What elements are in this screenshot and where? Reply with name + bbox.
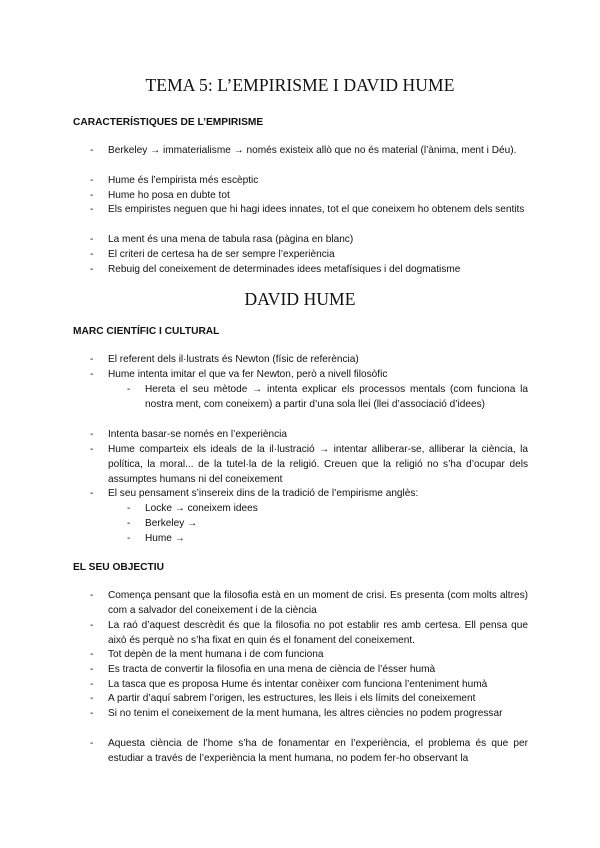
list-dash: - (127, 518, 131, 529)
list-item-text: Si no tenim el coneixement de la ment humana, les altres ciències no podem progressar (108, 708, 503, 719)
list-item (127, 383, 528, 413)
list-item (90, 648, 528, 663)
list-item-text: La raó d’aquest descrèdit és que la filosofia no pot establir res amb certesa. Ell pensa que això és perquè no s’ha fixat en quin és el fonament del coneixement. (108, 620, 528, 646)
list-item (90, 692, 528, 707)
section-heading-caracteristiques: CARACTERÍSTIQUES DE L’EMPIRISME (73, 117, 264, 128)
list-dash: - (90, 590, 94, 601)
list-dash: - (90, 664, 94, 675)
list-item-text: Hereta el seu mètode → intenta explicar els processos mentals (com funciona la nostra ment, com coneixem) a partir d’una sola llei (llei d’associació d’idees) (145, 384, 528, 410)
list-item-text: El referent dels il·lustrats és Newton (físic de referència) (108, 354, 359, 365)
list-item (90, 443, 528, 487)
section-title-david-hume: DAVID HUME (244, 289, 356, 309)
list-item (90, 707, 528, 722)
list-dash: - (90, 145, 94, 156)
list-item (90, 487, 528, 502)
list-item (90, 428, 528, 443)
list-item (127, 502, 528, 517)
list-item (90, 589, 528, 619)
list-dash: - (127, 384, 131, 395)
list-dash: - (90, 234, 94, 245)
list-item-text: Berkeley → immaterialisme → només existeix allò que no és material (l’ànima, ment i Déu). (108, 145, 517, 156)
list-item-text: Aquesta ciència de l’home s’ha de fonamentar en l’experiència, el problema és que per estudiar a través de l’experiència la ment humana, no podem fer-ho observant la (108, 738, 528, 764)
list-item-text: La ment és una mena de tabula rasa (pàgina en blanc) (108, 234, 354, 245)
list-item-text: Tot depèn de la ment humana i de com funciona (108, 649, 324, 660)
list-dash: - (90, 738, 94, 749)
list-item-text: Hume comparteix els ideals de la il·lustració → intentar alliberar-se, alliberar la ciència, la política, la moral... de la tutel·la de la religió. Creuen que la religió no s’ha d’ocupar dels assumptes humans ni del coneixement (108, 444, 528, 485)
list-item-text: A partir d’aquí sabrem l’origen, les estructures, les lleis i els límits del coneixement (108, 693, 476, 704)
list-item (90, 174, 528, 189)
list-dash: - (90, 354, 94, 365)
list-item (90, 203, 528, 218)
list-dash: - (90, 693, 94, 704)
list-dash: - (90, 190, 94, 201)
list-item-text: Intenta basar-se només en l’experiència (108, 429, 287, 440)
list-dash: - (90, 679, 94, 690)
list-item-text: Rebuig del coneixement de determinades idees metafísiques i del dogmatisme (108, 264, 461, 275)
list-item (90, 368, 528, 383)
list-item (90, 663, 528, 678)
list-dash: - (90, 620, 94, 631)
list-item (90, 353, 528, 368)
list-item-text: Berkeley → (145, 518, 198, 529)
list-item-text: Locke → coneixem idees (145, 503, 258, 514)
list-item-text: La tasca que es proposa Hume és intentar conèixer com funciona l’enteniment humà (108, 679, 488, 690)
list-item (90, 248, 528, 263)
list-item (90, 737, 528, 767)
list-item-text: Hume intenta imitar el que va fer Newton, però a nivell filosòfic (108, 369, 388, 380)
list-dash: - (90, 649, 94, 660)
list-item (127, 517, 528, 532)
page-title: TEMA 5: L’EMPIRISME I DAVID HUME (145, 75, 455, 95)
list-item (90, 263, 528, 278)
list-dash: - (90, 444, 94, 455)
list-item-text: El seu pensament s’insereix dins de la tradició de l’empirisme anglès: (108, 488, 419, 499)
list-item (90, 619, 528, 649)
list-dash: - (90, 369, 94, 380)
list-dash: - (127, 503, 131, 514)
list-dash: - (90, 249, 94, 260)
section-heading-objectiu: EL SEU OBJECTIU (73, 562, 164, 573)
list-item-text: Comença pensant que la filosofia està en un moment de crisi. Es presenta (com molts altres) com a salvador del coneixement i de la ciència (108, 590, 528, 616)
list-dash: - (90, 204, 94, 215)
list-item (90, 144, 528, 159)
list-item (90, 678, 528, 693)
list-item-text: Hume ho posa en dubte tot (108, 190, 230, 201)
list-dash: - (90, 488, 94, 499)
list-dash: - (90, 708, 94, 719)
list-item (90, 189, 528, 204)
list-dash: - (90, 429, 94, 440)
list-dash: - (127, 533, 131, 544)
list-item-text: Els empiristes neguen que hi hagi idees innates, tot el que coneixem ho obtenem dels sentits (108, 204, 525, 215)
list-item (90, 233, 528, 248)
list-item (127, 532, 528, 547)
section-heading-marc: MARC CIENTÍFIC I CULTURAL (73, 326, 220, 337)
list-item-text: El criteri de certesa ha de ser sempre l’experiència (108, 249, 335, 260)
list-item-text: Es tracta de convertir la filosofia en una mena de ciència de l’ésser humà (108, 664, 436, 675)
list-dash: - (90, 175, 94, 186)
list-item-text: Hume → (145, 533, 185, 544)
list-item-text: Hume és l’empirista més escèptic (108, 175, 259, 186)
list-dash: - (90, 264, 94, 275)
